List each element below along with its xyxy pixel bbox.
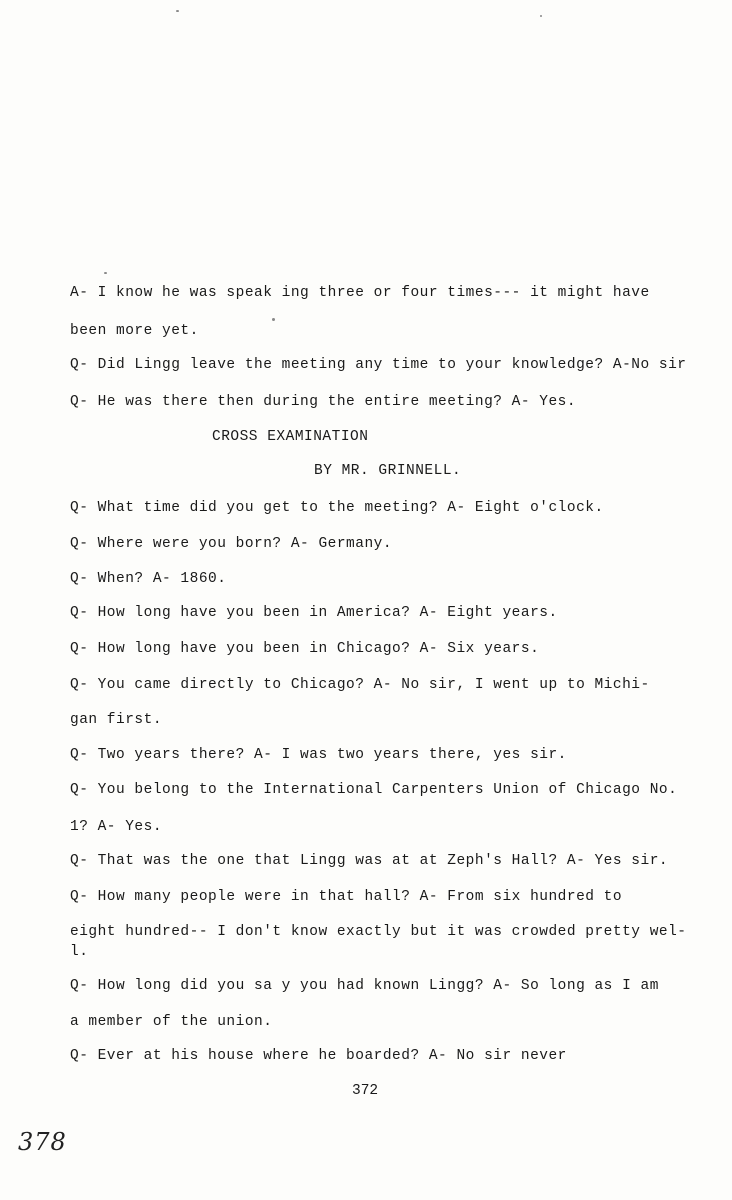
handwritten-page-number: 378 bbox=[18, 1128, 67, 1156]
testimony-line: l. bbox=[70, 944, 89, 960]
testimony-line: Q- When? A- 1860. bbox=[70, 571, 227, 587]
testimony-line: Q- Where were you born? A- Germany. bbox=[70, 536, 393, 552]
testimony-line: Q- That was the one that Lingg was at at Zeph's Hall? A- Yes sir. bbox=[70, 853, 669, 869]
testimony-line: Q- What time did you get to the meeting? A- Eight o'clock. bbox=[70, 500, 604, 516]
ink-speck bbox=[272, 318, 275, 321]
testimony-line: A- I know he was speak ing three or four times--- it might have bbox=[70, 285, 650, 301]
ink-speck bbox=[176, 10, 179, 12]
testimony-line: a member of the union. bbox=[70, 1014, 273, 1030]
testimony-line: Q- How many people were in that hall? A- From six hundred to bbox=[70, 889, 623, 905]
testimony-line: Q- You came directly to Chicago? A- No sir, I went up to Michi- bbox=[70, 677, 650, 693]
testimony-line: Q- Ever at his house where he boarded? A- No sir never bbox=[70, 1048, 567, 1064]
testimony-line: Q- You belong to the International Carpenters Union of Chicago No. bbox=[70, 782, 678, 798]
section-heading: CROSS EXAMINATION bbox=[212, 429, 369, 445]
testimony-line: Q- Two years there? A- I was two years there, yes sir. bbox=[70, 747, 567, 763]
testimony-line: Q- Did Lingg leave the meeting any time to your knowledge? A-No sir bbox=[70, 357, 687, 373]
testimony-line: Q- He was there then during the entire meeting? A- Yes. bbox=[70, 394, 577, 410]
testimony-line: Q- How long have you been in America? A- Eight years. bbox=[70, 605, 558, 621]
testimony-line: eight hundred-- I don't know exactly but it was crowded pretty wel- bbox=[70, 924, 687, 940]
testimony-line: been more yet. bbox=[70, 323, 199, 339]
testimony-line: Q- How long have you been in Chicago? A- Six years. bbox=[70, 641, 540, 657]
ink-speck bbox=[104, 272, 107, 274]
testimony-line: 1? A- Yes. bbox=[70, 819, 163, 835]
examiner-heading: BY MR. GRINNELL. bbox=[314, 463, 462, 479]
testimony-line: gan first. bbox=[70, 712, 163, 728]
ink-speck bbox=[540, 15, 542, 17]
testimony-line: Q- How long did you sa y you had known Lingg? A- So long as I am bbox=[70, 978, 659, 994]
page-number: 372 bbox=[352, 1083, 379, 1099]
